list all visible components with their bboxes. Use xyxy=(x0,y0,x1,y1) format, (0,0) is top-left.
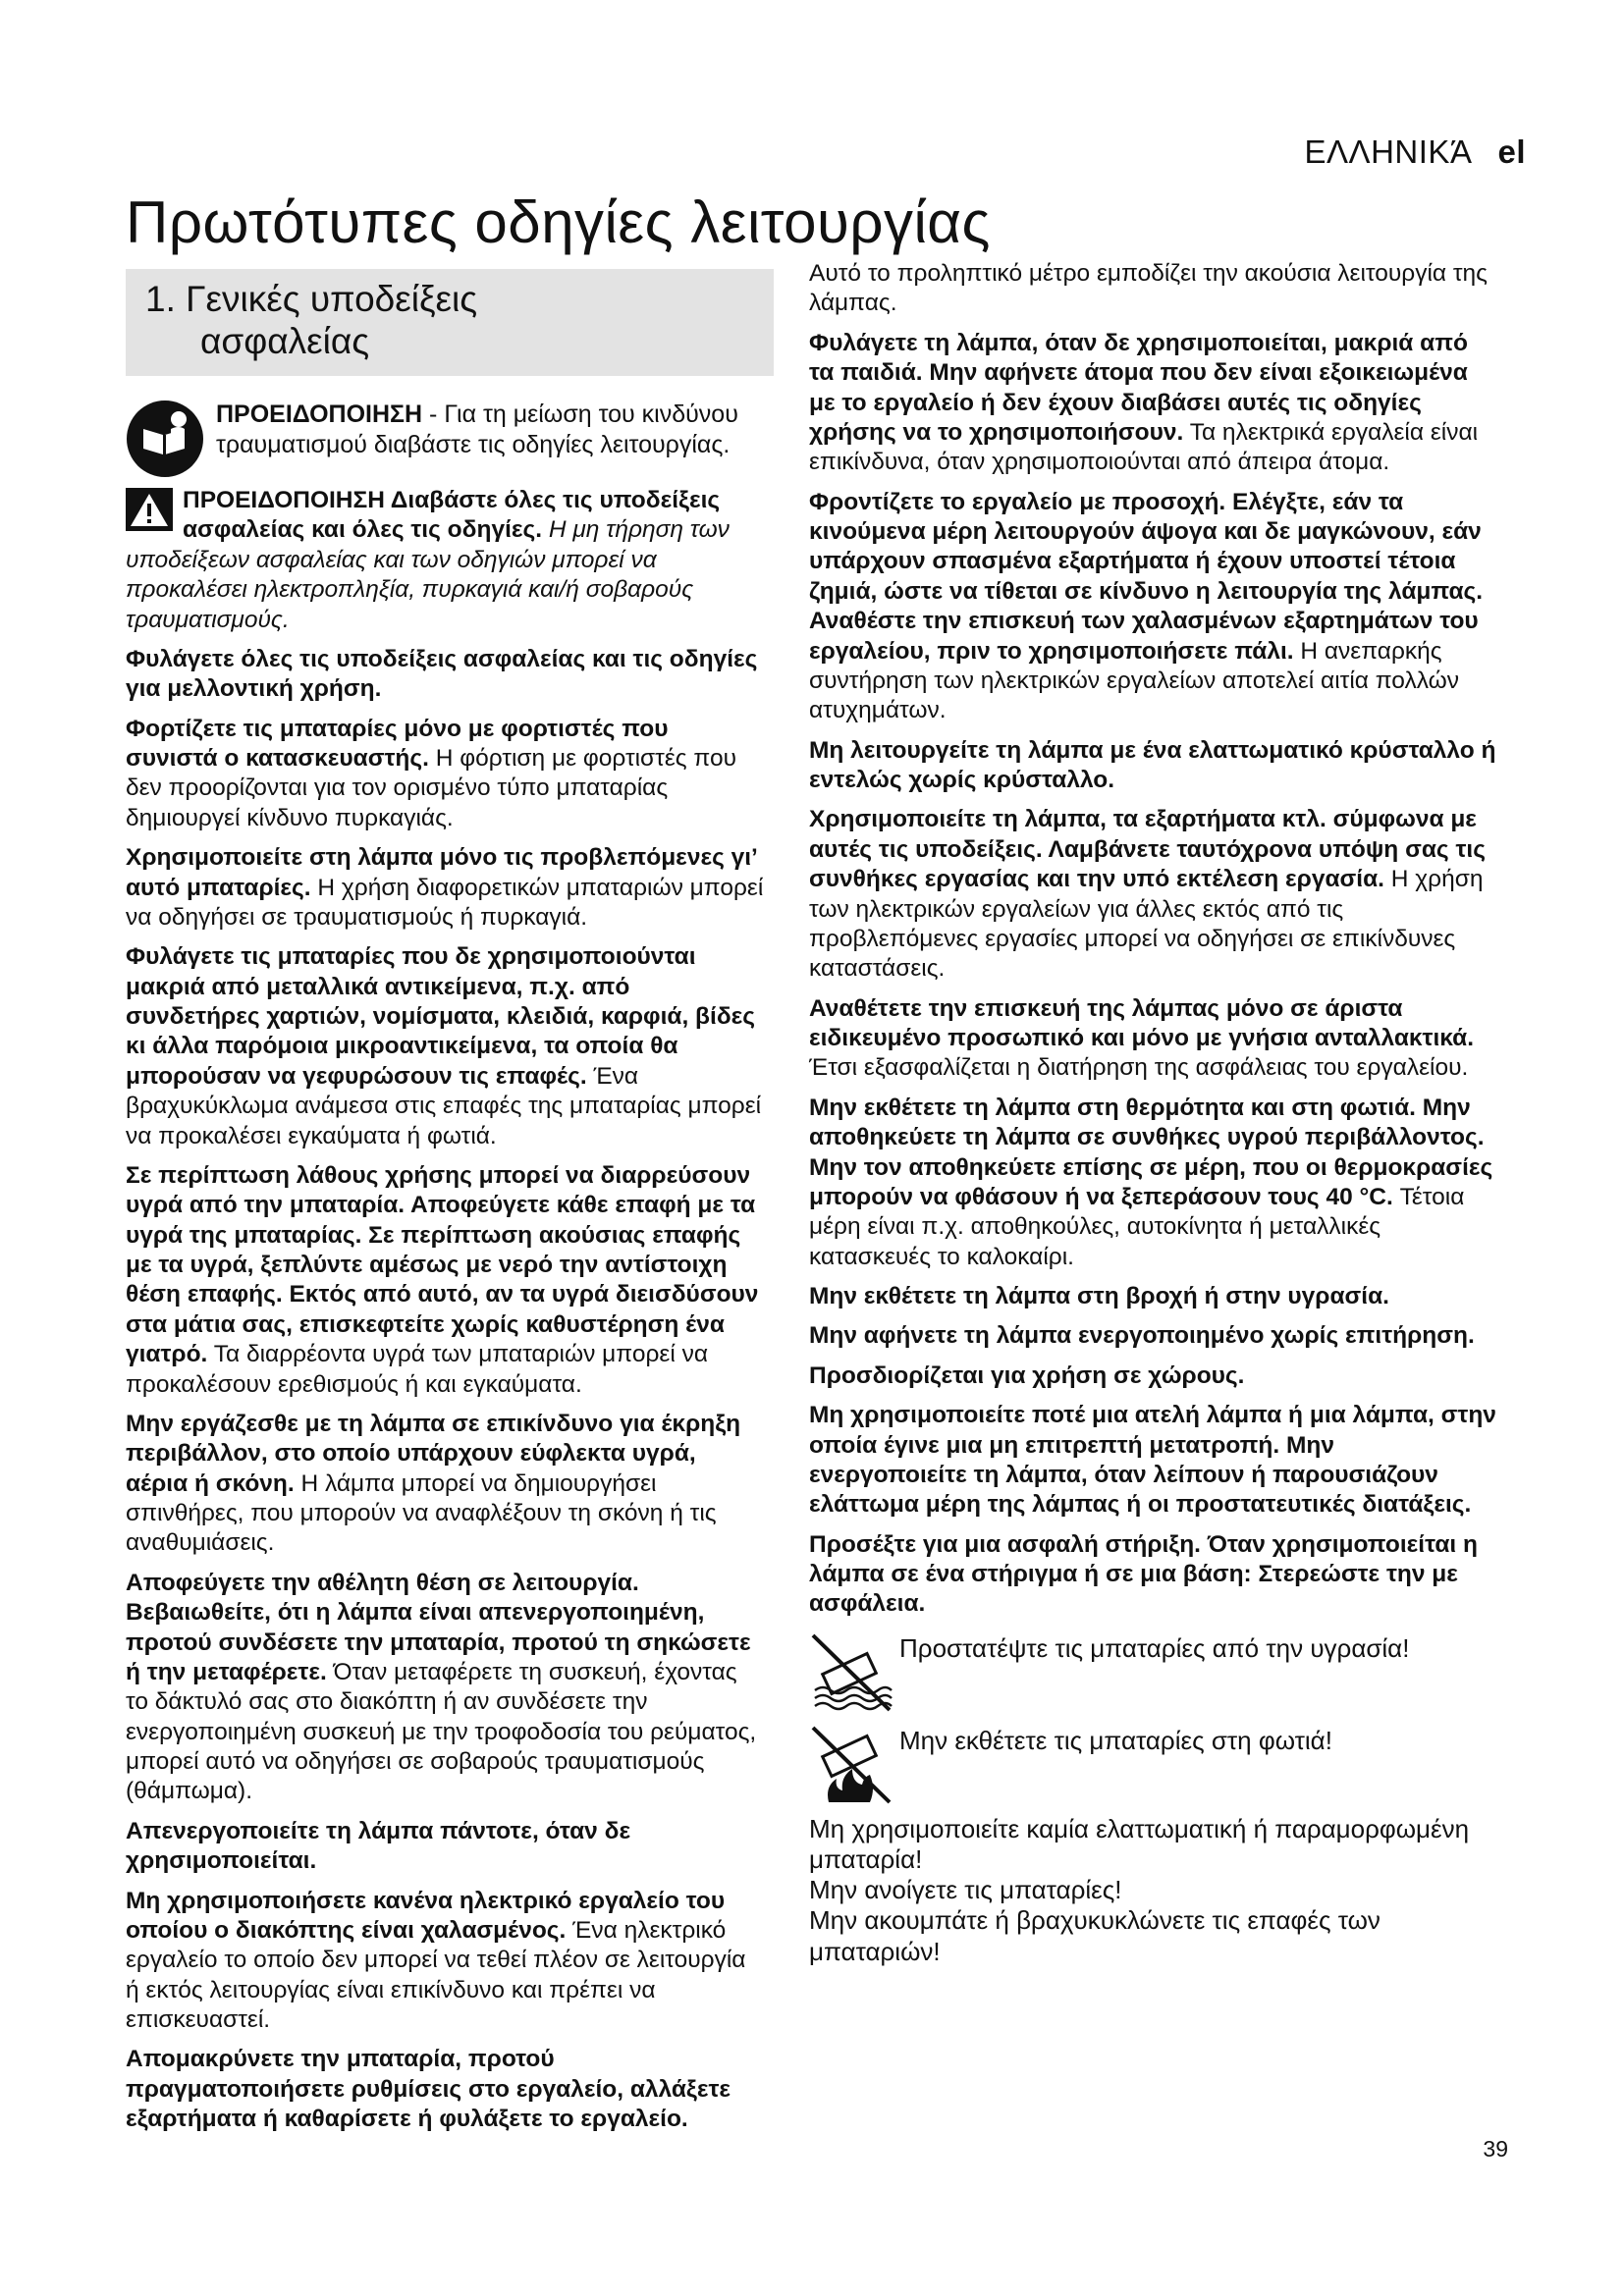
warning-triangle-icon xyxy=(126,488,173,531)
section-heading-box xyxy=(126,269,774,376)
safety-paragraph xyxy=(126,1887,764,2036)
paragraph-bold: Φροντίζετε το εργαλείο με προσοχή. Ελέγξτε, εάν τα κινούμενα μέρη λειτουργούν άψογα και δε μαγκώνουν, εάν υπάρχουν σπασμένα εξαρτήματα ή έχουν υποστεί τέτοια ζημιά, ώστε να τίθεται σε κίνδυνο η λειτουργία της λάμπας. Αναθέστε την επισκευή των χαλασμένων εξαρτημάτων του εργαλείου, πριν το χρησιμοποιήσετε πάλι. xyxy=(809,488,1484,665)
paragraph-bold: Φυλάγετε όλες τις υποδείξεις ασφαλείας και τις οδηγίες για μελλοντική χρήση. xyxy=(126,645,758,703)
paragraph-bold: Προσδιορίζεται για χρήση σε χώρους. xyxy=(809,1362,1245,1389)
warning-all-italic: Η μη τήρηση των υποδείξεων ασφαλείας και των οδηγιών μπορεί να προκαλέσει ηλεκτροπληξία, πυρκαγιά και/ή σοβαρούς τραυματισμούς. xyxy=(126,516,730,633)
safety-paragraph xyxy=(126,1410,764,1559)
safety-paragraph xyxy=(126,645,764,705)
paragraph-bold: Μην εκθέτετε τη λάμπα στη θερμότητα και στη φωτιά. Μην αποθηκεύετε τη λάμπα σε συνθήκες υγρού περιβάλλοντος. Μην τον αποθηκεύετε επίσης σε μέρη, που οι θερμοκρασίες μπορούν να φθάσουν ή να ξεπεράσουν τους 40 °C. xyxy=(809,1094,1493,1210)
no-moisture-battery-icon xyxy=(809,1629,893,1714)
moisture-warning-text: Προστατέψτε τις μπαταρίες από την υγρασία! xyxy=(899,1632,1410,1663)
safety-paragraph xyxy=(126,1161,764,1400)
paragraph-text: Τέτοια μέρη είναι π.χ. αποθηκούλες, αυτοκίνητα ή μεταλλικές κατασκευές το καλοκαίρι. xyxy=(809,1183,1465,1270)
paragraph-bold: Μην εκθέτετε τη λάμπα στη βροχή ή στην υγρασία. xyxy=(809,1283,1389,1309)
warning-read-label: ΠΡΟΕΙΔΟΠΟΙΗΣΗ xyxy=(216,400,423,429)
safety-paragraph xyxy=(809,488,1496,726)
section-heading-line1: 1. Γενικές υποδείξεις xyxy=(145,279,478,319)
paragraph-text: Τα ηλεκτρικά εργαλεία είναι επικίνδυνα, όταν χρησιμοποιούνται από άπειρα άτομα. xyxy=(809,418,1479,476)
safety-paragraph xyxy=(809,259,1496,319)
warning-read-manual xyxy=(126,400,764,478)
paragraph-bold: Αναθέτετε την επισκευή της λάμπας μόνο σε άριστα ειδικευμένο προσωπικό και μόνο με γνήσια ανταλλακτικά. xyxy=(809,994,1475,1051)
paragraph-bold: Προσέξτε για μια ασφαλή στήριξη. Όταν χρησιμοποιείται η λάμπα σε ένα στήριγμα ή σε μια βάση: Στερεώστε την με ασφάλεια. xyxy=(809,1530,1478,1618)
paragraph-bold: Φυλάγετε τις μπαταρίες που δε χρησιμοποιούνται μακριά από μεταλλικά αντικείμενα, π.χ. από συνδετήρες χαρτιών, νομίσματα, κλειδιά, καρφιά, βίδες κι άλλα παρόμοια μικροαντικείμενα, τα οποία θα μπορούσαν να γεφυρώσουν τις επαφές. xyxy=(126,943,756,1090)
fire-warning-text: Μην εκθέτετε τις μπαταρίες στη φωτιά! xyxy=(899,1725,1332,1755)
paragraph-text: Ένα βραχυκύκλωμα ανάμεσα στις επαφές της μπαταρίας μπορεί να προκαλέσει εγκαύματα ή φωτιά. xyxy=(126,1062,762,1149)
paragraph-bold: Μη χρησιμοποιείτε ποτέ μια ατελή λάμπα ή μια λάμπα, στην οποία έγινε μια μη επιτρεπτή μετατροπή. Μην ενεργοποιείτε τη λάμπα, όταν λείπουν ή παρουσιάζουν ελάττωμα μέρη της λάμπας ή οι προστατευτικές διατάξεις. xyxy=(809,1402,1496,1519)
paragraph-text: Τα διαρρέοντα υγρά των μπαταριών μπορεί να προκαλέσουν ερεθισμούς ή και εγκαύματα. xyxy=(126,1341,708,1398)
safety-paragraph xyxy=(809,329,1496,478)
header-language-code: el xyxy=(1497,133,1526,170)
closing-line: Μη χρησιμοποιείτε καμία ελαττωματική ή παραμορφωμένη μπαταρία! xyxy=(809,1813,1470,1874)
closing-warnings xyxy=(809,1814,1496,1967)
warning-all-bold: ΠΡΟΕΙΔΟΠΟΙΗΣΗ Διαβάστε όλες τις υποδείξεις ασφαλείας και όλες τις οδηγίες. xyxy=(183,487,721,544)
document-title: Πρωτότυπες οδηγίες λειτουργίας xyxy=(126,189,991,255)
section-heading xyxy=(145,279,754,362)
left-column xyxy=(126,269,764,2145)
safety-paragraph xyxy=(809,805,1496,984)
paragraph-text: Η φόρτιση με φορτιστές που δεν προορίζονται για τον ορισμένο τύπο μπαταρίας δημιουργεί κίνδυνο πυρκαγιάς. xyxy=(126,745,736,831)
safety-paragraph xyxy=(809,1321,1496,1351)
warning-read-text: - Για τη μείωση του κινδύνου τραυματισμού διαβάστε τις οδηγίες λειτουργίας. xyxy=(216,400,738,458)
paragraph-text: Αυτό το προληπτικό μέτρο εμποδίζει την ακούσια λειτουργία της λάμπας. xyxy=(809,260,1488,317)
paragraph-bold: Απομακρύνετε την μπαταρία, προτού πραγματοποιήσετε ρυθμίσεις στο εργαλείο, αλλάξετε εξαρτήματα ή καθαρίσετε ή φυλάξετε το εργαλείο. xyxy=(126,2046,731,2133)
safety-paragraph xyxy=(809,994,1496,1084)
paragraph-bold: Μην εργάζεσθε με τη λάμπα σε επικίνδυνο για έκρηξη περιβάλλον, στο οποίο υπάρχουν εύφλεκτα υγρά, αέρια ή σκόνη. xyxy=(126,1410,741,1497)
closing-line: Μην ανοίγετε τις μπαταρίες! xyxy=(809,1875,1122,1905)
safety-paragraph xyxy=(126,843,764,933)
safety-paragraph xyxy=(126,2045,764,2134)
fire-warning xyxy=(809,1722,1496,1806)
warning-all-instructions xyxy=(126,486,764,635)
no-fire-battery-icon xyxy=(809,1722,893,1806)
safety-paragraph xyxy=(126,942,764,1151)
paragraph-text: Έτσι εξασφαλίζεται η διατήρηση της ασφάλειας του εργαλείου. xyxy=(809,1054,1469,1082)
safety-paragraph xyxy=(809,1401,1496,1521)
safety-paragraph xyxy=(126,1569,764,1807)
paragraph-bold: Χρησιμοποιείτε στη λάμπα μόνο τις προβλεπόμενες γι’ αυτό μπαταρίες. xyxy=(126,844,757,901)
paragraph-bold: Σε περίπτωση λάθους χρήσης μπορεί να διαρρεύσουν υγρά από την μπαταρία. Αποφεύγετε κάθε επαφή με τα υγρά της μπαταρίας. Σε περίπτωση ακούσιας επαφής με τα υγρά, ξεπλύντε αμέσως με νερό την αντίστοιχη θέση επαφής. Εκτός από αυτό, αν τα υγρά διεισδύσουν στα μάτια σας, επισκεφτείτε χωρίς καθυστέρηση ένα γιατρό. xyxy=(126,1161,759,1368)
paragraph-bold: Φυλάγετε τη λάμπα, όταν δε χρησιμοποιείται, μακριά από τα παιδιά. Μην αφήνετε άτομα που δεν είναι εξοικειωμένα με το εργαλείο ή δεν έχουν διαβάσει αυτές τις οδηγίες χρήσης να το χρησιμοποιήσουν. xyxy=(809,329,1468,446)
paragraph-bold: Φορτίζετε τις μπαταρίες μόνο με φορτιστές που συνιστά ο κατασκευαστής. xyxy=(126,715,669,773)
section-heading-line2: ασφαλείας xyxy=(200,320,370,361)
paragraph-text: Η ανεπαρκής συντήρηση των ηλεκτρικών εργαλείων αποτελεί αιτία πολλών ατυχημάτων. xyxy=(809,637,1459,724)
paragraph-bold: Απενεργοποιείτε τη λάμπα πάντοτε, όταν δε χρησιμοποιείται. xyxy=(126,1817,631,1875)
paragraph-text: Η λάμπα μπορεί να δημιουργήσει σπινθήρες, που μπορούν να αναφλέξουν τη σκόνη ή τις αναθυμιάσεις. xyxy=(126,1469,717,1557)
page-number: 39 xyxy=(1483,2136,1508,2162)
header-language: ΕΛΛΗΝΙΚΆ xyxy=(1304,133,1473,170)
paragraph-text: Η χρήση διαφορετικών μπαταριών μπορεί να οδηγήσει σε τραυματισμούς ή πυρκαγιά. xyxy=(126,874,764,931)
closing-line: Μην ακουμπάτε ή βραχυκυκλώνετε τις επαφές των μπαταριών! xyxy=(809,1905,1380,1966)
safety-paragraph xyxy=(809,1282,1496,1311)
paragraph-text: Ένα ηλεκτρικό εργαλείο το οποίο δεν μπορεί να τεθεί πλέον σε λειτουργία ή εκτός λειτουργίας είναι επικίνδυνο και πρέπει να επισκευαστεί. xyxy=(126,1916,746,2034)
paragraph-bold: Αποφεύγετε την αθέλητη θέση σε λειτουργία. Βεβαιωθείτε, ότι η λάμπα είναι απενεργοποιημένη, προτού συνδέσετε την μπαταρία, προτού τη σηκώσετε ή την μεταφέρετε. xyxy=(126,1569,751,1685)
paragraph-bold: Χρησιμοποιείτε τη λάμπα, τα εξαρτήματα κτλ. σύμφωνα με αυτές τις υποδείξεις. Λαμβάνετε ταυτόχρονα υπόψη σας τις συνθήκες εργασίας και την υπό εκτέλεση εργασία. xyxy=(809,806,1486,893)
paragraph-bold: Μη λειτουργείτε τη λάμπα με ένα ελαττωματικό κρύσταλλο ή εντελώς χωρίς κρύσταλλο. xyxy=(809,736,1496,793)
safety-paragraph xyxy=(126,1817,764,1877)
safety-paragraph xyxy=(809,736,1496,796)
safety-paragraph xyxy=(809,1362,1496,1391)
moisture-warning xyxy=(809,1629,1496,1714)
safety-paragraph xyxy=(126,715,764,834)
paragraph-text: Η χρήση των ηλεκτρικών εργαλείων για άλλες εκτός από τις προβλεπόμενες εργασίες μπορεί να οδηγήσει σε επικίνδυνες καταστάσεις. xyxy=(809,866,1484,983)
read-manual-icon xyxy=(126,400,204,478)
right-column xyxy=(809,259,1496,1967)
paragraph-text: Όταν μεταφέρετε τη συσκευή, έχοντας το δάκτυλό σας στο διακόπτη ή αν συνδέσετε την ενεργοποιημένη συσκευή με την τροφοδοσία του ρεύματος, μπορεί αυτό να οδηγήσει σε σοβαρούς τραυματισμούς (θάμπωμα). xyxy=(126,1658,757,1805)
page-header xyxy=(1305,133,1527,171)
safety-paragraph xyxy=(809,1094,1496,1272)
paragraph-bold: Μην αφήνετε τη λάμπα ενεργοποιημένο χωρίς επιτήρηση. xyxy=(809,1322,1475,1350)
safety-paragraph xyxy=(809,1530,1496,1620)
paragraph-bold: Μη χρησιμοποιήσετε κανένα ηλεκτρικό εργαλείο του οποίου ο διακόπτης είναι χαλασμένος. xyxy=(126,1887,726,1944)
